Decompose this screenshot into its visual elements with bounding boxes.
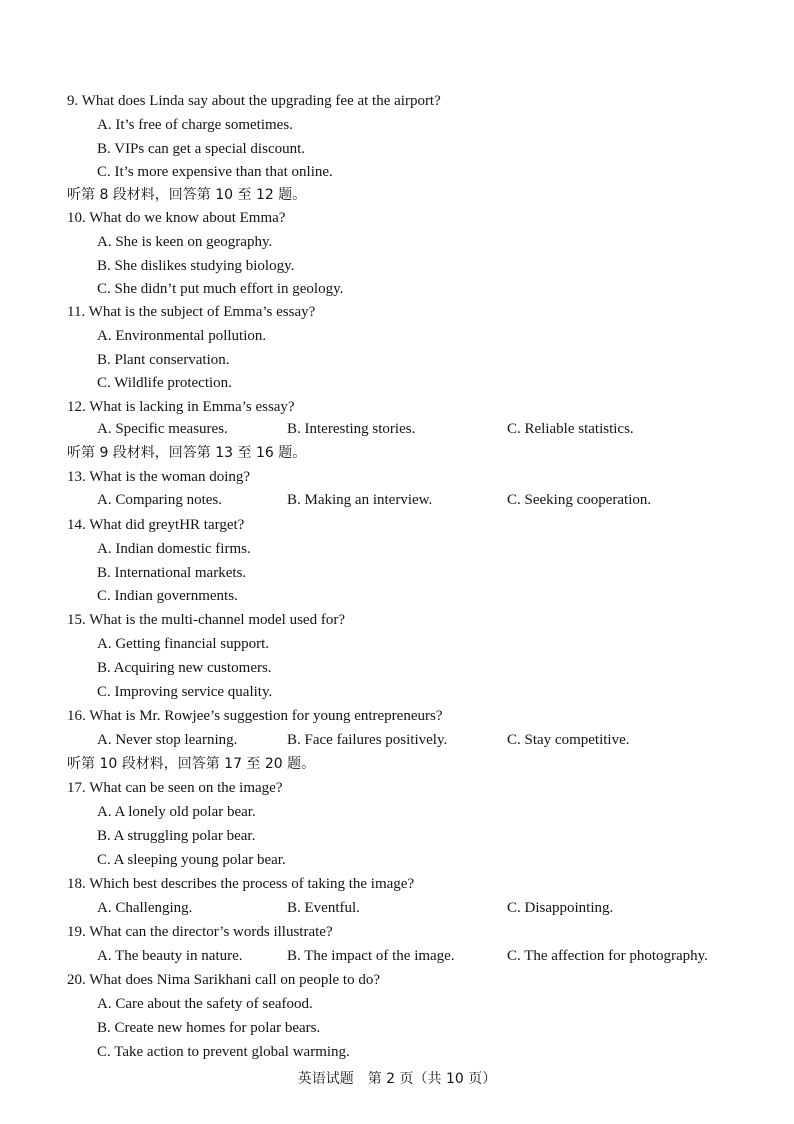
answer-option: B. The impact of the image. — [287, 948, 455, 964]
answer-option: B. Eventful. — [287, 900, 360, 916]
question-text: 19. What can the director’s words illustrate? — [67, 924, 333, 940]
answer-option: C. Stay competitive. — [507, 732, 630, 748]
question-text: 14. What did greytHR target? — [67, 517, 245, 533]
answer-option: C. A sleeping young polar bear. — [97, 852, 286, 868]
question-text: 18. Which best describes the process of taking the image? — [67, 876, 415, 892]
answer-option: C. Reliable statistics. — [507, 421, 634, 437]
question-text: 11. What is the subject of Emma’s essay? — [67, 304, 316, 320]
answer-option: B. A struggling polar bear. — [97, 828, 256, 844]
question-text: 13. What is the woman doing? — [67, 469, 251, 485]
answer-option: C. She didn’t put much effort in geology. — [97, 281, 344, 297]
answer-option: C. The affection for photography. — [507, 948, 708, 964]
answer-option: B. Interesting stories. — [287, 421, 416, 437]
question-text: 12. What is lacking in Emma’s essay? — [67, 399, 295, 415]
answer-option: B. VIPs can get a special discount. — [97, 141, 306, 157]
answer-option: C. Indian governments. — [97, 588, 238, 604]
question-text: 17. What can be seen on the image? — [67, 780, 283, 796]
answer-option: B. Face failures positively. — [287, 732, 448, 748]
page-footer: 英语试题 第 2 页（共 10 页） — [297, 1071, 497, 1087]
section-instruction: 听第 9 段材料，回答第 13 至 16 题。 — [67, 445, 307, 461]
answer-option: A. Getting financial support. — [97, 636, 270, 652]
answer-option: C. Seeking cooperation. — [507, 492, 652, 508]
section-instruction: 听第 8 段材料，回答第 10 至 12 题。 — [67, 187, 307, 203]
question-text: 15. What is the multi-channel model used for? — [67, 612, 345, 628]
question-text: 16. What is Mr. Rowjee’s suggestion for young entrepreneurs? — [67, 708, 443, 724]
answer-option: A. Indian domestic firms. — [97, 541, 251, 557]
answer-option: B. Plant conservation. — [97, 352, 230, 368]
answer-option: C. Take action to prevent global warming. — [97, 1044, 350, 1060]
answer-option: B. She dislikes studying biology. — [97, 258, 295, 274]
answer-option: B. Create new homes for polar bears. — [97, 1020, 321, 1036]
question-text: 10. What do we know about Emma? — [67, 210, 286, 226]
answer-option: C. Improving service quality. — [97, 684, 273, 700]
answer-option: B. Making an interview. — [287, 492, 433, 508]
answer-option: A. A lonely old polar bear. — [97, 804, 256, 820]
question-text: 20. What does Nima Sarikhani call on people to do? — [67, 972, 380, 988]
answer-option: B. Acquiring new customers. — [97, 660, 272, 676]
answer-option: A. Never stop learning. — [97, 732, 238, 748]
answer-option: B. International markets. — [97, 565, 247, 581]
answer-option: A. Care about the safety of seafood. — [97, 996, 313, 1012]
answer-option: C. Disappointing. — [507, 900, 614, 916]
answer-option: A. Specific measures. — [97, 421, 228, 437]
answer-option: C. It’s more expensive than that online. — [97, 164, 333, 180]
answer-option: A. It’s free of charge sometimes. — [97, 117, 293, 133]
answer-option: A. Comparing notes. — [97, 492, 222, 508]
answer-option: A. The beauty in nature. — [97, 948, 243, 964]
question-text: 9. What does Linda say about the upgrading fee at the airport? — [67, 93, 441, 109]
section-instruction: 听第 10 段材料，回答第 17 至 20 题。 — [67, 756, 316, 772]
answer-option: A. Challenging. — [97, 900, 193, 916]
answer-option: A. She is keen on geography. — [97, 234, 273, 250]
answer-option: C. Wildlife protection. — [97, 375, 232, 391]
answer-option: A. Environmental pollution. — [97, 328, 267, 344]
